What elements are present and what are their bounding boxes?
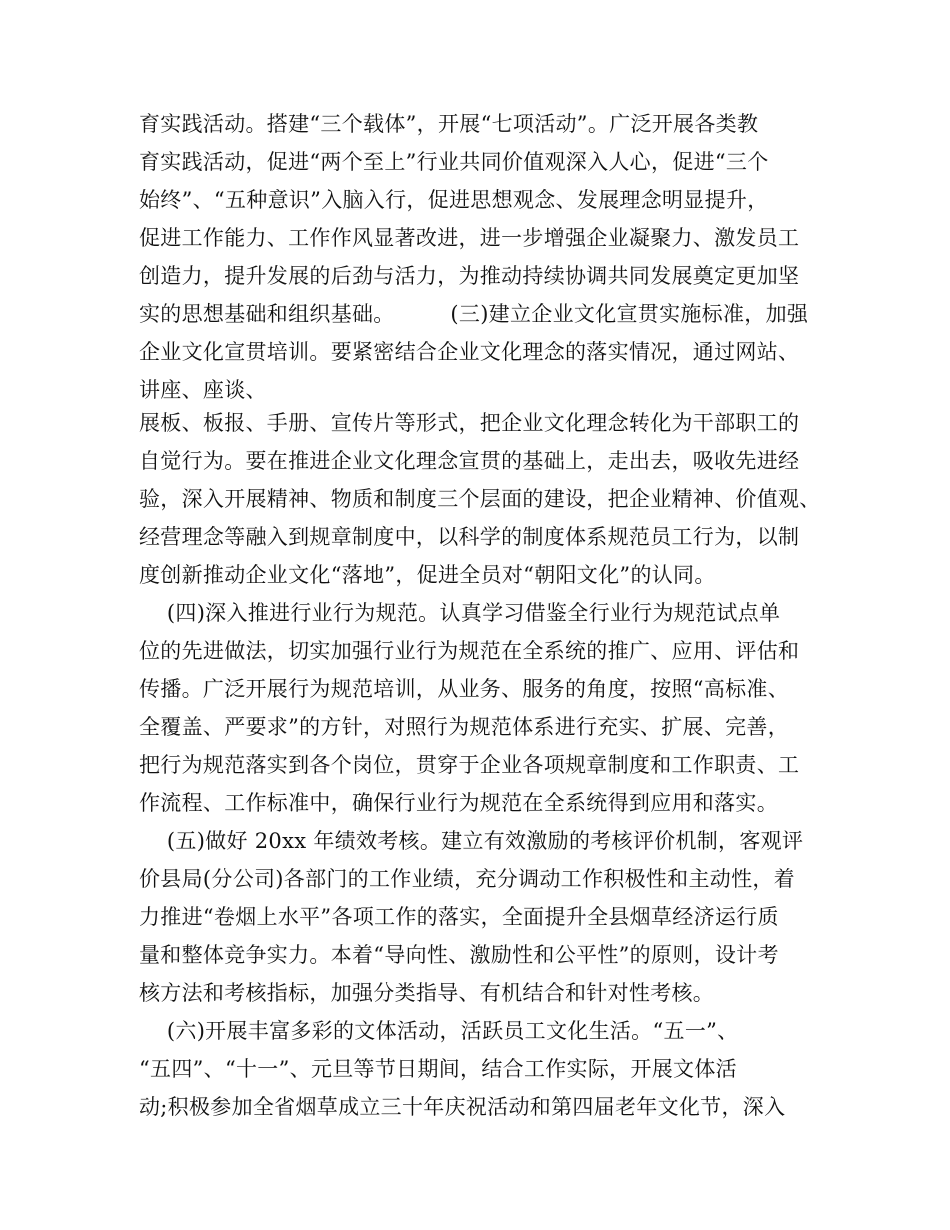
text-line: (六)开展丰富多彩的文体活动，活跃员工文化生活。“五一”、 bbox=[139, 1019, 739, 1043]
text-line: 验，深入开展精神、物质和制度三个层面的建设，把企业精神、价值观、 bbox=[139, 487, 821, 511]
text-line: 企业文化宣贯培训。要紧密结合企业文化理念的落实情况，通过网站、 bbox=[139, 340, 800, 364]
text-line: 经营理念等融入到规章制度中，以科学的制度体系规范员工行为，以制 bbox=[139, 525, 800, 549]
text-line: 作流程、工作标准中，确保行业行为规范在全系统得到应用和落实。 bbox=[139, 791, 778, 815]
text-line: (四)深入推进行业行为规范。认真学习借鉴全行业行为规范试点单 bbox=[139, 601, 781, 625]
text-line: 育实践活动。搭建“三个载体”，开展“七项活动”。广泛开展各类教 bbox=[139, 112, 759, 136]
text-line: 度创新推动企业文化“落地”，促进全员对“朝阳文化”的认同。 bbox=[139, 563, 716, 587]
text-line: 始终”、“五种意识”入脑入行，促进思想观念、发展理念明显提升， bbox=[139, 188, 769, 212]
text-line: “五四”、“十一”、元旦等节日期间，结合工作实际，开展文体活 bbox=[139, 1057, 737, 1081]
text-line: 量和整体竞争实力。本着“导向性、激励性和公平性”的原则，设计考 bbox=[139, 943, 779, 967]
text-line: 自觉行为。要在推进企业文化理念宣贯的基础上，走出去，吸收先进经 bbox=[139, 449, 800, 473]
text-line: 核方法和考核指标，加强分类指导、有机结合和针对性考核。 bbox=[139, 981, 715, 1005]
text-line: 全覆盖、严要求”的方针，对照行为规范体系进行充实、扩展、完善， bbox=[139, 715, 790, 739]
text-line: 讲座、座谈、 bbox=[139, 378, 267, 402]
text-line: 育实践活动，促进“两个至上”行业共同价值观深入人心，促进“三个 bbox=[139, 150, 769, 174]
text-line: 位的先进做法，切实加强行业行为规范在全系统的推广、应用、评估和 bbox=[139, 639, 800, 663]
text-line: 把行为规范落实到各个岗位，贯穿于企业各项规章制度和工作职责、工 bbox=[139, 753, 800, 777]
text-line: 价县局(分公司)各部门的工作业绩，充分调动工作积极性和主动性，着 bbox=[139, 867, 795, 891]
text-line: 促进工作能力、工作作风显著改进，进一步增强企业凝聚力、激发员工 bbox=[139, 226, 800, 250]
text-line: 展板、板报、手册、宣传片等形式，把企业文化理念转化为干部职工的 bbox=[139, 411, 800, 435]
text-line: 力推进“卷烟上水平”各项工作的落实，全面提升全县烟草经济运行质 bbox=[139, 905, 779, 929]
text-line: 实的思想基础和组织基础。 (三)建立企业文化宣贯实施标准，加强 bbox=[139, 302, 809, 326]
text-line: 创造力，提升发展的后劲与活力，为推动持续协调共同发展奠定更加坚 bbox=[139, 264, 800, 288]
text-line: 动;积极参加全省烟草成立三十年庆祝活动和第四届老年文化节，深入 bbox=[139, 1095, 786, 1119]
text-line: (五)做好 20xx 年绩效考核。建立有效激励的考核评价机制，客观评 bbox=[139, 829, 804, 853]
text-line: 传播。广泛开展行为规范培训，从业务、服务的角度，按照“高标准、 bbox=[139, 677, 790, 701]
